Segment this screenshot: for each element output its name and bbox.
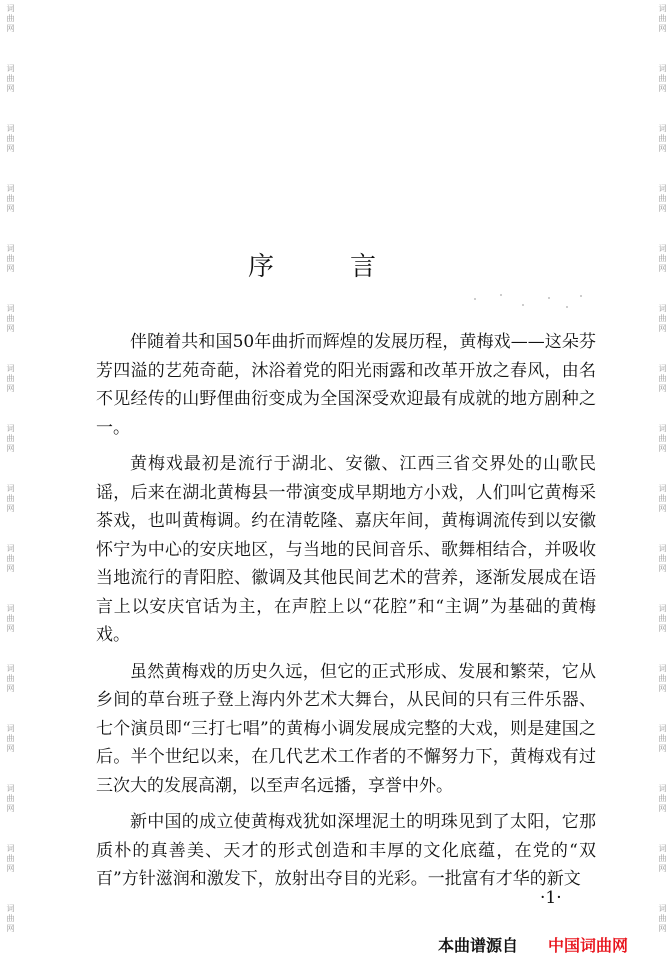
right-watermark-column	[654, 0, 668, 980]
watermark-unit: 词曲网	[658, 724, 667, 754]
watermark-unit: 词曲网	[6, 304, 15, 334]
watermark-unit: 词曲网	[6, 724, 15, 754]
watermark-unit: 词曲网	[658, 304, 667, 334]
watermark-unit: 词曲网	[658, 904, 667, 934]
watermark-unit: 词曲网	[6, 664, 15, 694]
watermark-unit: 词曲网	[658, 64, 667, 94]
watermark-unit: 词曲网	[6, 64, 15, 94]
watermark-unit: 词曲网	[658, 124, 667, 154]
page-number: ·1·	[540, 888, 562, 908]
watermark-unit: 词曲网	[658, 844, 667, 874]
watermark-unit: 词曲网	[6, 544, 15, 574]
left-watermark-column	[2, 0, 16, 980]
watermark-unit: 词曲网	[6, 844, 15, 874]
watermark-unit: 词曲网	[658, 544, 667, 574]
watermark-unit: 词曲网	[658, 184, 667, 214]
watermark-unit: 词曲网	[6, 424, 15, 454]
paragraph-1: 伴随着共和国50年曲折而辉煌的发展历程，黄梅戏——这朵芬芳四溢的艺苑奇葩，沐浴着党的阳光雨露和改革开放之春风，由名不见经传的山野俚曲衍变成为全国深受欢迎最有成就的地方剧种之一。	[96, 332, 596, 438]
watermark-unit: 词曲网	[6, 604, 15, 634]
scan-speckle	[470, 292, 590, 312]
watermark-unit: 词曲网	[658, 664, 667, 694]
watermark-unit: 词曲网	[6, 784, 15, 814]
watermark-unit: 词曲网	[6, 244, 15, 274]
watermark-unit: 词曲网	[658, 604, 667, 634]
watermark-unit: 词曲网	[6, 124, 15, 154]
watermark-unit: 词曲网	[658, 4, 667, 34]
watermark-unit: 词曲网	[658, 424, 667, 454]
footer-brand-link[interactable]: 中国词曲网	[548, 936, 629, 955]
watermark-unit: 词曲网	[6, 184, 15, 214]
footer-source-text: 本曲谱源自	[438, 936, 519, 955]
watermark-unit: 词曲网	[658, 364, 667, 394]
watermark-unit: 词曲网	[658, 784, 667, 814]
page-title: 序言	[247, 252, 452, 282]
watermark-unit: 词曲网	[658, 244, 667, 274]
paragraph-3: 虽然黄梅戏的历史久远，但它的正式形成、发展和繁荣，它从乡间的草台班子登上海内外艺术大舞台，从民间的只有三件乐器、七个演员即“三打七唱”的黄梅小调发展成完整的大戏，则是建国之后。半个世纪以来，在几代艺术工作者的不懈努力下，黄梅戏有过三次大的发展高潮，以至声名远播，享誉中外。	[96, 661, 596, 796]
paragraph-2: 黄梅戏最初是流行于湖北、安徽、江西三省交界处的山歌民谣，后来在湖北黄梅县一带演变成早期地方小戏，人们叫它黄梅采茶戏，也叫黄梅调。约在清乾隆、嘉庆年间，黄梅调流传到以安徽怀宁为中心的安庆地区，与当地的民间音乐、歌舞相结合，并吸收当地流行的青阳腔、徽调及其他民间艺术的营养，逐渐发展成在语言上以安庆官话为主，在声腔上以“花腔”和“主调”为基础的黄梅戏。	[96, 454, 596, 645]
paragraph-4: 新中国的成立使黄梅戏犹如深埋泥土的明珠见到了太阳，它那质朴的真善美、天才的形式创造和丰厚的文化底蕴，在党的“双百”方针滋润和激发下，放射出夺目的光彩。一批富有才华的新文	[96, 812, 596, 889]
watermark-unit: 词曲网	[6, 484, 15, 514]
watermark-unit: 词曲网	[658, 484, 667, 514]
watermark-unit: 词曲网	[6, 4, 15, 34]
watermark-unit: 词曲网	[6, 364, 15, 394]
body-text	[96, 328, 596, 902]
watermark-unit: 词曲网	[6, 904, 15, 934]
